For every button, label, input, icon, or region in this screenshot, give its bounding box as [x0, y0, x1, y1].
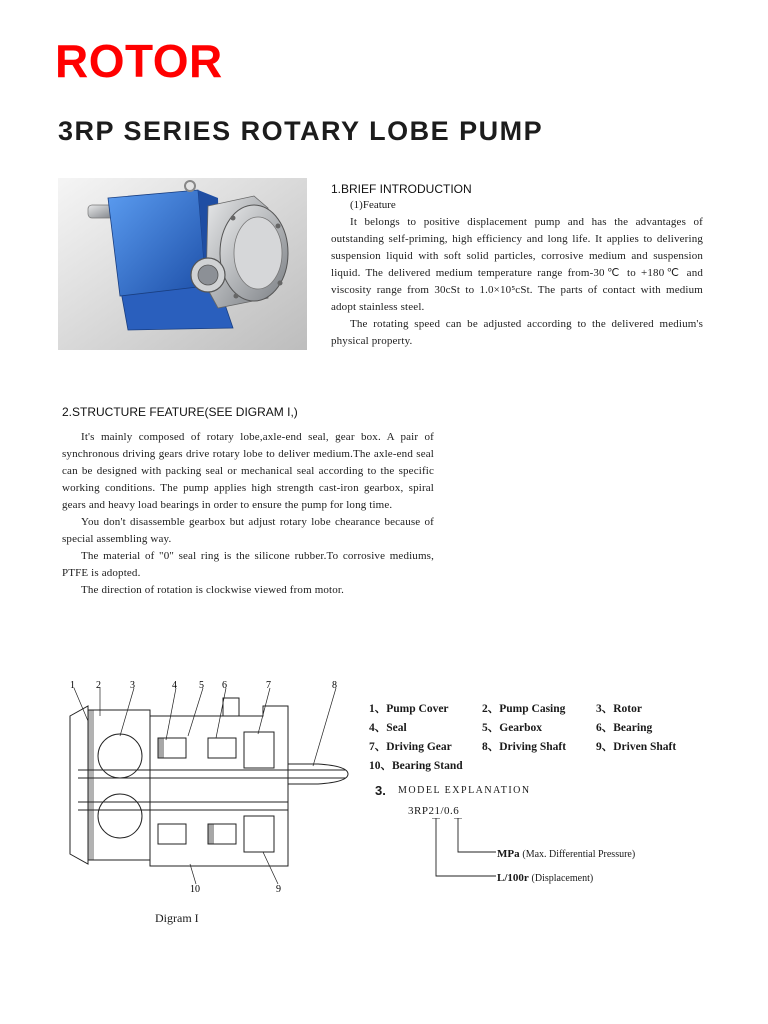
callout-6: 6 — [222, 680, 227, 691]
callout-2: 2 — [96, 680, 101, 691]
legend-row — [369, 755, 719, 774]
diagram-caption: Digram I — [155, 911, 199, 925]
callout-9: 9 — [276, 884, 281, 895]
structure-paragraph: The direction of rotation is clockwise viewed from motor. — [81, 584, 345, 596]
callout-3: 3 — [130, 680, 135, 691]
lr-unit: L/100r — [497, 872, 529, 884]
legend-item: 9、Driven Shaft — [596, 740, 677, 753]
legend-item: 6、Bearing — [596, 721, 653, 734]
legend-item: 5、Gearbox — [482, 721, 543, 734]
introduction-text — [331, 214, 703, 350]
legend-row — [369, 717, 719, 736]
section-structure-feature-title: 2.STRUCTURE FEATURE(SEE DIGRAM I,) — [62, 405, 298, 419]
structure-text — [62, 429, 434, 599]
callout-5: 5 — [199, 680, 204, 691]
legend-item: 2、Pump Casing — [482, 702, 566, 715]
legend-item: 4、Seal — [369, 721, 407, 734]
callout-1: 1 — [70, 680, 75, 691]
legend-item: 8、Driving Shaft — [482, 740, 567, 753]
mpa-description: (Max. Differential Pressure) — [522, 849, 636, 860]
pump-illustration — [58, 178, 307, 350]
callout-7: 7 — [266, 680, 271, 691]
model-displacement-line — [497, 872, 593, 884]
cross-section-diagram — [48, 676, 358, 896]
parts-legend — [369, 698, 719, 774]
page-title: 3RP SERIES ROTARY LOBE PUMP — [58, 116, 544, 146]
section-model-number: 3. — [375, 783, 386, 798]
structure-paragraph: You don't disassemble gearbox but adjust rotary lobe chearance because of special assembling way. — [62, 516, 434, 545]
callout-10: 10 — [190, 884, 200, 895]
legend-item: 10、Bearing Stand — [369, 759, 463, 772]
structure-paragraph: It's mainly composed of rotary lobe,axle-end seal, gear box. A pair of synchronous driving gears drive rotary lobe to deliver medium.The axle-end seal can be designed with packing seal or mechanical seal according to the specific working conditions. The pump applies high strength cast-iron gearbox, spiral gears and heavy load bearings in order to ensure the pump for long time. — [62, 431, 434, 511]
model-pressure-line — [497, 848, 635, 860]
pump-photo — [58, 178, 307, 350]
intro-paragraph: It belongs to positive displacement pump and has the advantages of outstanding self-priming, high efficiency and long life. It applies to delivering suspension liquid with soft solid particles, corrosive medium and suspension liquid. The delivered medium temperature range from-30℃ to +180℃ and viscosity range from 30cSt to 1.0×10⁵cSt. The parts of contact with medium adopt stainless steel. — [331, 216, 703, 313]
legend-item: 7、Driving Gear — [369, 740, 452, 753]
lr-description: (Displacement) — [531, 873, 594, 884]
legend-item: 1、Pump Cover — [369, 702, 449, 715]
brand-logo: ROTOR — [55, 35, 223, 87]
feature-subtitle: (1)Feature — [350, 199, 396, 211]
structure-paragraph: The material of "0" seal ring is the silicone rubber.To corrosive mediums, PTFE is adopted. — [62, 550, 434, 579]
model-code: 3RP21/0.6 — [408, 805, 460, 817]
legend-row — [369, 736, 719, 755]
section-brief-introduction-title: 1.BRIEF INTRODUCTION — [331, 182, 472, 196]
intro-paragraph: The rotating speed can be adjusted according to the delivered medium's physical property. — [331, 318, 703, 347]
section-model-explanation-title: MODEL EXPLANATION — [398, 785, 531, 796]
diagram-drawing — [48, 676, 358, 896]
model-bracket-lines — [430, 818, 500, 888]
mpa-unit: MPa — [497, 848, 520, 860]
legend-row — [369, 698, 719, 717]
callout-4: 4 — [172, 680, 177, 691]
callout-8: 8 — [332, 680, 337, 691]
legend-item: 3、Rotor — [596, 702, 642, 715]
